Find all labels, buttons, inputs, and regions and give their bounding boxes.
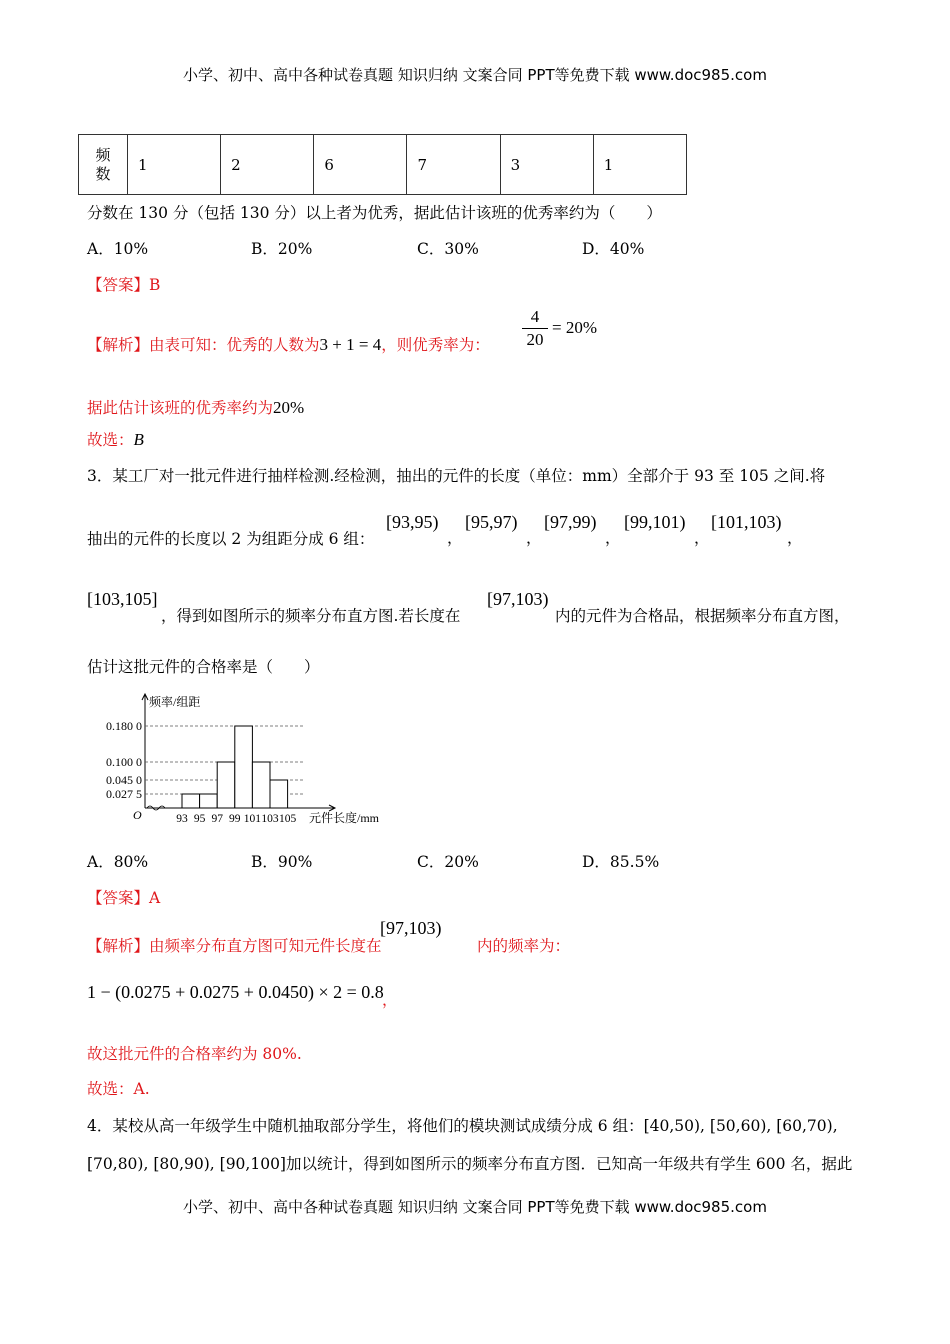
q2-fraction-denominator: 20 [526, 330, 544, 349]
histogram-bar [217, 762, 235, 808]
y-tick-label: 0.100 0 [106, 755, 142, 769]
q2-option-b: B．20% [251, 240, 313, 258]
q3-option-b: B．90% [251, 853, 313, 871]
q3-interval-1: [93,95) [386, 512, 439, 532]
q3-option-c: C．20% [417, 853, 479, 871]
q3-calc-comma: ， [382, 991, 398, 1009]
x-tick-label: 93 [176, 813, 188, 825]
q2-option-a: A．10% [87, 240, 149, 258]
q2-answer: 【答案】B [87, 276, 161, 294]
origin-label: O [133, 808, 142, 822]
q2-analysis-mid: ，则优秀率为： [381, 336, 490, 354]
q3-interval-4: [99,101) [624, 512, 686, 532]
q2-choose-label: 故选： [87, 431, 134, 449]
table-cell: 6 [314, 135, 407, 195]
q3-option-d: D．85.5% [582, 853, 660, 871]
histogram-bar [235, 726, 253, 808]
separator-comma: ， [787, 529, 803, 547]
fraction-bar [522, 328, 548, 329]
table-header-cell [79, 135, 128, 195]
table-cell: 7 [407, 135, 500, 195]
table-cell: 3 [500, 135, 593, 195]
q3-interval-6: [103,105] [87, 589, 158, 609]
q2-option-d: D．40% [582, 240, 645, 258]
y-tick-label: 0.045 0 [106, 773, 142, 787]
y-tick-label: 0.027 5 [106, 787, 142, 801]
x-tick-label: 103 [261, 813, 279, 825]
q2-option-c: C．30% [417, 240, 479, 258]
x-tick-label: 99 [229, 813, 241, 825]
x-tick-label: 97 [211, 813, 223, 825]
q4-line1: 4．某校从高一年级学生中随机抽取部分学生，将他们的模块测试成绩分成 6 组：[40,50), [50,60), [60,70), [87, 1117, 838, 1135]
q4-line2: [70,80), [80,90), [90,100]加以统计，得到如图所示的频率分布直方图．已知高一年级共有学生 600 名，据此 [87, 1155, 853, 1173]
table-cell: 1 [593, 135, 686, 195]
q2-choose [87, 428, 144, 450]
x-tick-label: 101 [243, 813, 262, 825]
q3-analysis-prefix: 【解析】由频率分布直方图可知元件长度在 [87, 937, 382, 955]
q3-line4: 估计这批元件的合格率是（ ） [87, 658, 320, 676]
histogram-bar [200, 794, 218, 808]
q3-interval-2: [95,97) [465, 512, 518, 532]
q2-analysis-expr: 3 + 1 = 4 [319, 335, 382, 354]
q2-estimate-text: 据此估计该班的优秀率约为 [87, 399, 274, 417]
q2-fraction-numerator: 4 [530, 307, 540, 326]
table-header-text: 频数 [95, 145, 111, 183]
separator-comma: ， [526, 529, 542, 547]
q3-conclusion: 故这批元件的合格率约为 80%. [87, 1045, 302, 1063]
page-header: 小学、初中、高中各种试卷真题 知识归纳 文案合同 PPT等免费下载 www.doc985.com [183, 66, 767, 84]
q3-line3-mid: ，得到如图所示的频率分布直方图.若长度在 [161, 607, 461, 625]
q2-analysis [87, 333, 490, 355]
q2-estimate-value: 20% [273, 398, 305, 417]
q3-line3-interval: [97,103) [487, 589, 549, 609]
histogram-bar [252, 762, 270, 808]
frequency-table [78, 134, 687, 195]
q3-interval-3: [97,99) [544, 512, 597, 532]
q3-choose: 故选：A. [87, 1080, 150, 1098]
q3-line2 [87, 527, 374, 549]
q3-option-a: A．80% [87, 853, 149, 871]
y-axis-label: 频率/组距 [149, 695, 201, 709]
q2-analysis-label: 【解析】由表可知：优秀的人数为 [87, 336, 320, 354]
q3-line1: 3．某工厂对一批元件进行抽样检测.经检测，抽出的元件的长度（单位：mm）全部介于 93 至 105 之间.将 [87, 467, 826, 485]
q2-estimate [87, 396, 304, 418]
q3-line3-suffix: 内的元件为合格品，根据频率分布直方图， [555, 607, 850, 625]
q3-line2-prefix: 抽出的元件的长度以 2 为组距分成 6 组： [87, 530, 375, 548]
q2-stem: 分数在 130 分（包括 130 分）以上者为优秀，据此估计该班的优秀率约为（ ） [87, 204, 662, 222]
q3-calculation: 1 − (0.0275 + 0.0275 + 0.0450) × 2 = 0.8 [87, 982, 384, 1002]
q3-answer: 【答案】A [87, 889, 161, 907]
table-row [79, 135, 687, 195]
q2-fraction-result: = 20% [552, 318, 597, 337]
separator-comma: ， [694, 529, 710, 547]
q3-interval-5: [101,103) [711, 512, 782, 532]
histogram-chart [85, 688, 405, 834]
x-tick-label: 105 [278, 813, 297, 825]
table-cell: 1 [128, 135, 221, 195]
y-tick-label: 0.180 0 [106, 719, 142, 733]
q2-choose-value: B [133, 430, 144, 449]
x-axis-label: 元件长度/mm [309, 811, 380, 825]
q3-analysis-interval: [97,103) [380, 918, 442, 938]
histogram-bar [270, 780, 288, 808]
separator-comma: ， [605, 529, 621, 547]
separator-comma: ， [447, 529, 463, 547]
histogram-bar [182, 794, 200, 808]
x-tick-label: 95 [193, 813, 206, 825]
table-cell: 2 [221, 135, 314, 195]
q2-fraction [520, 307, 550, 350]
page-footer: 小学、初中、高中各种试卷真题 知识归纳 文案合同 PPT等免费下载 www.doc985.com [183, 1198, 767, 1216]
q3-analysis-suffix: 内的频率为： [477, 937, 571, 955]
